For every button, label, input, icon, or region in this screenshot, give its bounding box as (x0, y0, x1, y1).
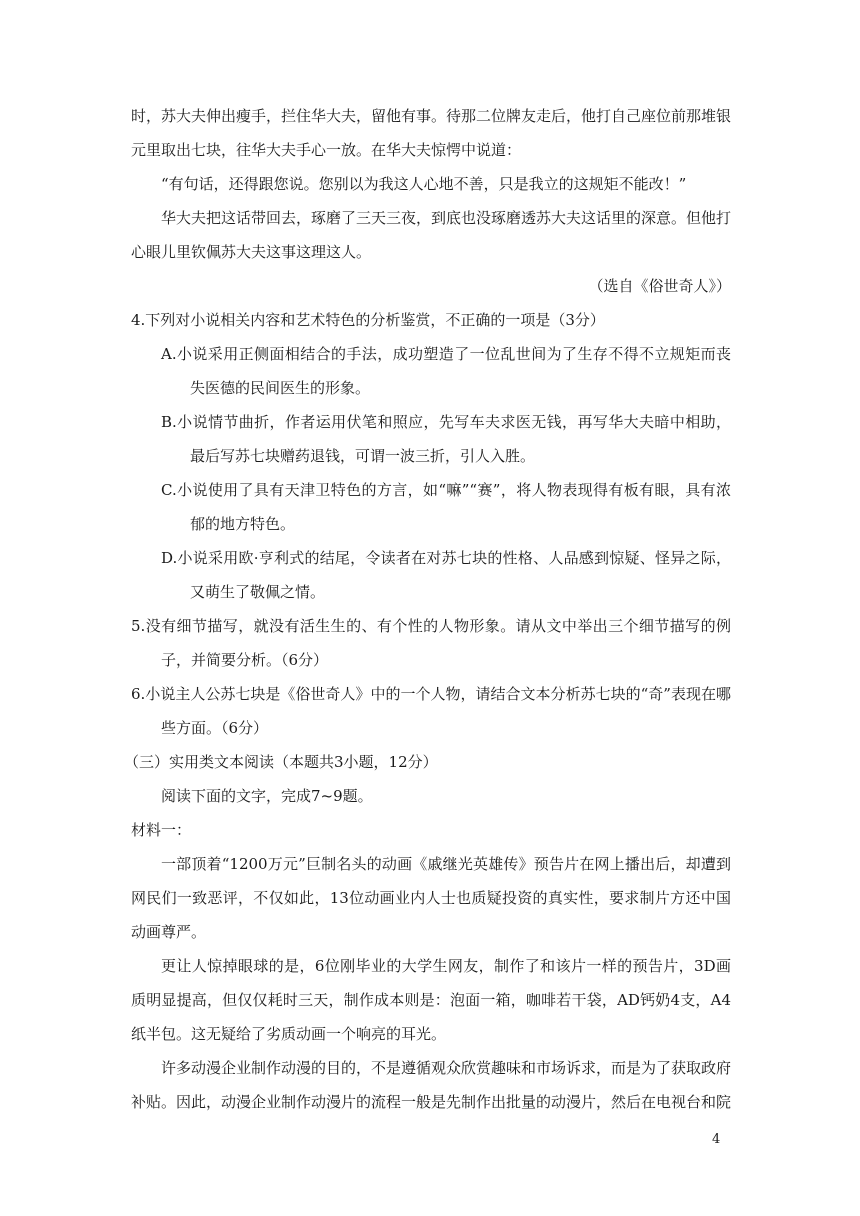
section-3-heading: （三）实用类文本阅读（本题共3小题，12分） (124, 753, 438, 771)
question-4-option-b: B.小说情节曲折，作者运用伏笔和照应，先写车夫求医无钱，再写华大夫暗中相助，最后写苏七块赠药退钱，可谓一波三折，引人入胜。 (161, 413, 731, 465)
story-paragraph-3: 华大夫把这话带回去，琢磨了三天三夜，到底也没琢磨透苏大夫这话里的深意。但他打心眼儿里钦佩苏大夫这事这理这人。 (131, 209, 732, 261)
question-4-option-a: A.小说采用正侧面相结合的手法，成功塑造了一位乱世间为了生存不得不立规矩而丧失医德的民间医生的形象。 (161, 345, 731, 397)
question-5: 5.没有细节描写，就没有活生生的、有个性的人物形象。请从文中举出三个细节描写的例子，并简要分析。（6分） (131, 617, 731, 669)
section-3-instruction: 阅读下面的文字，完成7~9题。 (161, 787, 373, 805)
material-1-paragraph-2: 更让人惊掉眼球的是，6位刚毕业的大学生网友，制作了和该片一样的预告片，3D画质明显提高，但仅仅耗时三天，制作成本则是：泡面一箱，咖啡若干袋，AD钙奶4支，A4纸半包。这无疑给了劣质动画一个响亮的耳光。 (131, 957, 731, 1043)
question-4-option-c: C.小说使用了具有天津卫特色的方言，如“嘛”“赛”，将人物表现得有板有眼，具有浓郁的地方特色。 (161, 481, 731, 533)
material-1-label: 材料一： (131, 821, 192, 839)
page-content (124, 99, 732, 1119)
question-4-stem: 4.下列对小说相关内容和艺术特色的分析鉴赏，不正确的一项是（3分） (131, 311, 605, 329)
material-1-paragraph-3: 许多动漫企业制作动漫的目的，不是遵循观众欣赏趣味和市场诉求，而是为了获取政府补贴。因此，动漫企业制作动漫片的流程一般是先制作出批量的动漫片，然后在电视台和院 (131, 1059, 732, 1111)
story-paragraph-1: 时，苏大夫伸出瘦手，拦住华大夫，留他有事。待那二位牌友走后，他打自己座位前那堆银元里取出七块，往华大夫手心一放。在华大夫惊愕中说道： (131, 107, 732, 159)
question-6: 6.小说主人公苏七块是《俗世奇人》中的一个人物，请结合文本分析苏七块的“奇”表现在哪些方面。（6分） (131, 685, 731, 737)
story-dialogue: “有句话，还得跟您说。您别以为我这人心地不善，只是我立的这规矩不能改！” (161, 175, 687, 193)
material-1-paragraph-1: 一部顶着“1200万元”巨制名头的动画《戚继光英雄传》预告片在网上播出后，却遭到网民们一致恶评，不仅如此，13位动画业内人士也质疑投资的真实性，要求制片方还中国动画尊严。 (131, 855, 731, 941)
page-number: 4 (712, 1132, 721, 1147)
story-source: （选自《俗世奇人》） (588, 277, 731, 295)
question-4-option-d: D.小说采用欧·亨利式的结尾，令读者在对苏七块的性格、人品感到惊疑、怪异之际，又萌生了敬佩之情。 (161, 549, 731, 601)
